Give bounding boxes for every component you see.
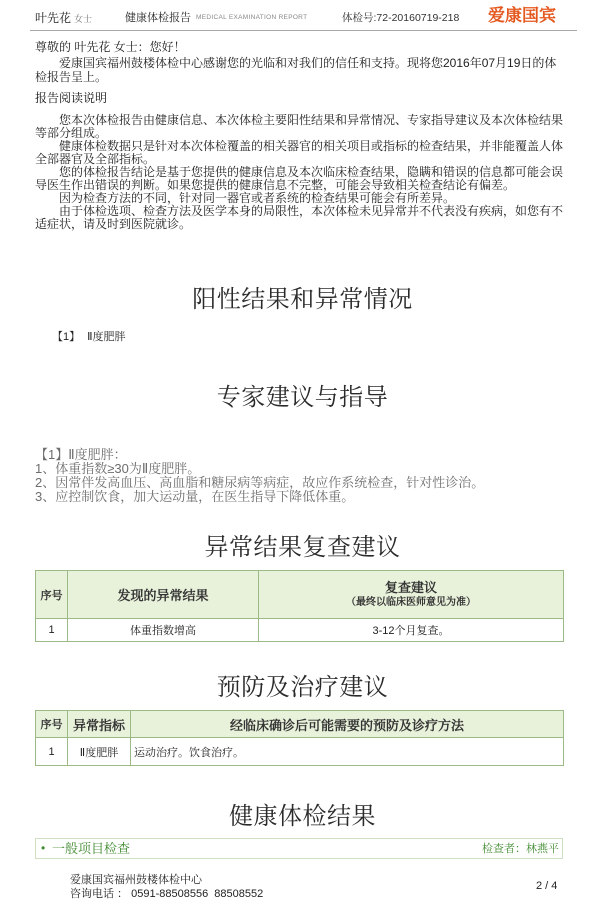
prevention-table	[35, 710, 564, 766]
prevention-title: 预防及治疗建议	[216, 674, 389, 701]
positive-result-index: 【1】	[52, 331, 81, 343]
reading-guide-paragraph: 您本次体检报告由健康信息、本次体检主要阳性结果和异常情况、专家指导建议及本次体检结果等部分组成。	[35, 113, 564, 140]
reading-guide-paragraph: 由于体检选项、检查方法及医学本身的局限性，本次体检未见异常并不代表没有疾病，如您有不适症状，请及时到医院就诊。	[35, 204, 564, 231]
header-divider	[30, 30, 577, 31]
header-patient-name: 叶先花	[35, 11, 72, 25]
footer-page-number: 2 / 4	[536, 880, 558, 892]
footer-center-name: 爱康国宾福州鼓楼体检中心	[70, 874, 202, 886]
recheck-col-finding: 发现的异常结果	[68, 571, 259, 619]
prevention-cell-index: 1	[36, 738, 68, 766]
prevention-col-method: 经临床确诊后可能需要的预防及诊疗方法	[131, 711, 564, 738]
recheck-table	[35, 570, 564, 642]
recheck-cell-index: 1	[36, 619, 68, 642]
recheck-cell-finding: 体重指数增高	[68, 619, 259, 642]
bullet-icon: •	[41, 841, 46, 855]
reading-guide	[35, 114, 565, 231]
expert-advice-line: 2、因常伴发高血压、高血脂和糖尿病等病症，故应作系统检查，针对性诊治。	[35, 475, 485, 490]
prevention-cell-method: 运动治疗。饮食治疗。	[131, 738, 564, 766]
prevention-col-index: 序号	[36, 711, 68, 738]
reading-guide-title: 报告阅读说明	[35, 91, 108, 105]
footer-phone: 咨询电话 ： 0591-88508556 88508552	[70, 888, 264, 900]
reading-guide-paragraph: 因为检查方法的不同，针对同一器官或者系统的检查结果可能会有所差异。	[59, 191, 456, 205]
exam-section-bar	[35, 838, 563, 859]
expert-advice-title: 专家建议与指导	[216, 384, 389, 411]
recheck-col-advice	[259, 571, 564, 619]
prevention-col-indicator: 异常指标	[68, 711, 131, 738]
recheck-col-advice-label: 复查建议	[384, 579, 437, 595]
exam-section-name: 一般项目检查	[52, 841, 131, 856]
expert-advice-heading: 【1】Ⅱ度肥胖：	[35, 447, 127, 462]
greeting-intro: 爱康国宾福州鼓楼体检中心感谢您的光临和对我们的信任和支持。现将您2016年07月19日的体检报告呈上。	[35, 56, 557, 84]
greeting-salutation: 尊敬的 叶先花 女士：您好！	[35, 40, 186, 54]
header-report-title: 健康体检报告	[125, 12, 191, 24]
header-patient-title: 女士	[74, 14, 93, 24]
positive-result-label: Ⅱ度肥胖	[87, 331, 126, 343]
positive-result-item	[52, 330, 126, 344]
header-exam-number: 体检号:72-20160719-218	[342, 12, 460, 24]
exam-results-title: 健康体检结果	[229, 803, 376, 830]
header-report-title-en: MEDICAL EXAMINATION REPORT	[196, 14, 308, 21]
exam-section-examiner: 检查者：林燕平	[482, 843, 559, 855]
recheck-header-row	[36, 571, 564, 619]
prevention-header-row	[36, 711, 564, 738]
expert-advice-line: 3、应控制饮食，加大运动量，在医生指导下降低体重。	[35, 489, 355, 504]
prevention-cell-indicator: Ⅱ度肥胖	[68, 738, 131, 766]
table-row	[36, 738, 564, 766]
positive-results-title: 阳性结果和异常情况	[192, 286, 413, 313]
recheck-col-advice-note: （最终以临床医师意见为准）	[346, 596, 476, 608]
recheck-cell-advice: 3-12个月复查。	[259, 619, 564, 642]
expert-advice-block	[35, 448, 565, 504]
reading-guide-paragraph: 您的体检报告结论是基于您提供的健康信息及本次临床检查结果，隐瞒和错误的信息都可能会误导医生作出错误的判断。如果您提供的健康信息不完整，可能会导致相关检查结论有偏差。	[35, 165, 564, 192]
header-brand-logo: 爱康国宾	[488, 6, 556, 25]
table-row	[36, 619, 564, 642]
recheck-title: 异常结果复查建议	[204, 534, 401, 561]
expert-advice-line: 1、体重指数≥30为Ⅱ度肥胖。	[35, 461, 201, 476]
reading-guide-paragraph: 健康体检数据只是针对本次体检覆盖的相关器官的相关项目或指标的检查结果，并非能覆盖人体全部器官及全部指标。	[35, 139, 564, 166]
recheck-col-index: 序号	[36, 571, 68, 619]
